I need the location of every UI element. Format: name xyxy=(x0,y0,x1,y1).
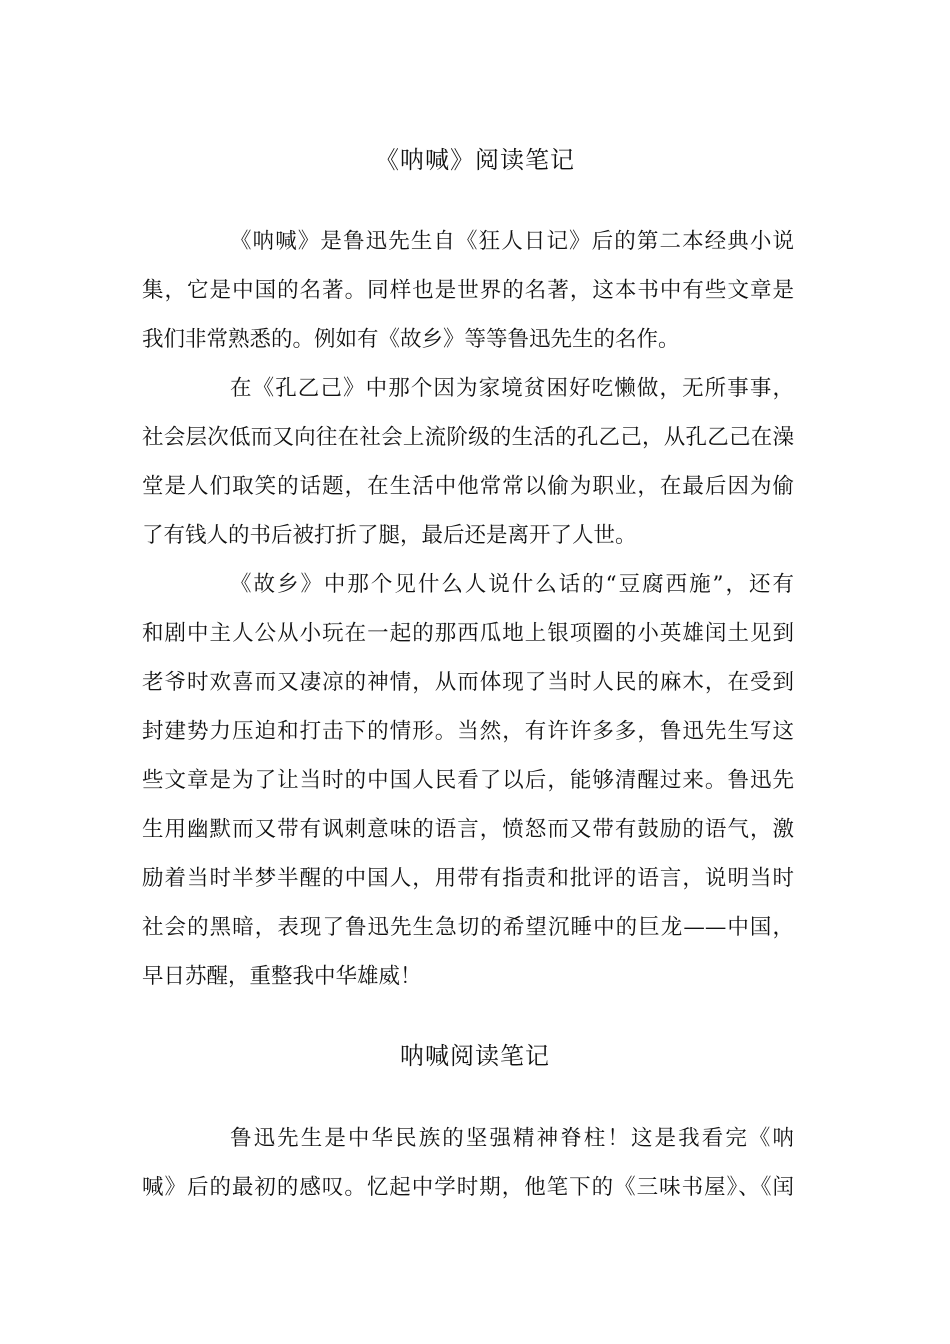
paragraph-line: 了有钱人的书后被打折了腿，最后还是离开了人世。 xyxy=(142,523,637,548)
paragraph-line: 喊》后的最初的感叹。忆起中学时期，他笔下的《三味书屋》、《闰 xyxy=(142,1175,794,1200)
paragraph-line: 我们非常熟悉的。例如有《故乡》等等鲁迅先生的名作。 xyxy=(142,327,680,352)
paragraph-line: 早日苏醒，重整我中华雄威！ xyxy=(142,964,422,989)
paragraph-line: 鲁迅先生是中华民族的坚强精神脊柱！这是我看完《呐 xyxy=(230,1126,794,1151)
paragraph-line: 堂是人们取笑的话题，在生活中他常常以偷为职业，在最后因为偷 xyxy=(142,474,794,499)
paragraph-line: 《呐喊》是鲁迅先生自《狂人日记》后的第二本经典小说 xyxy=(230,229,794,254)
paragraph-line: 社会层次低而又向往在社会上流阶级的生活的孔乙己，从孔乙己在澡 xyxy=(142,425,794,450)
paragraph-line: 生用幽默而又带有讽刺意味的语言，愤怒而又带有鼓励的语气，激 xyxy=(142,817,794,842)
paragraph-line: 些文章是为了让当时的中国人民看了以后，能够清醒过来。鲁迅先 xyxy=(142,768,794,793)
paragraph-line: 和剧中主人公从小玩在一起的那西瓜地上银项圈的小英雄闰土见到 xyxy=(142,621,794,646)
paragraph-line: 励着当时半梦半醒的中国人，用带有指责和批评的语言，说明当时 xyxy=(142,866,794,891)
paragraph-line: 在《孔乙己》中那个因为家境贫困好吃懒做，无所事事， xyxy=(230,376,794,401)
section-title: 《呐喊》阅读笔记 xyxy=(375,146,575,174)
paragraph-line: 集，它是中国的名著。同样也是世界的名著，这本书中有些文章是 xyxy=(142,278,794,303)
paragraph-line: 老爷时欢喜而又凄凉的神情，从而体现了当时人民的麻木，在受到 xyxy=(142,670,794,695)
section-title: 呐喊阅读笔记 xyxy=(400,1042,550,1070)
paragraph-line: 封建势力压迫和打击下的情形。当然，有许许多多，鲁迅先生写这 xyxy=(142,719,794,744)
paragraph-line: 《故乡》中那个见什么人说什么话的“豆腐西施”，还有 xyxy=(230,572,794,597)
paragraph-line: 社会的黑暗，表现了鲁迅先生急切的希望沉睡中的巨龙——中国， xyxy=(142,915,794,940)
